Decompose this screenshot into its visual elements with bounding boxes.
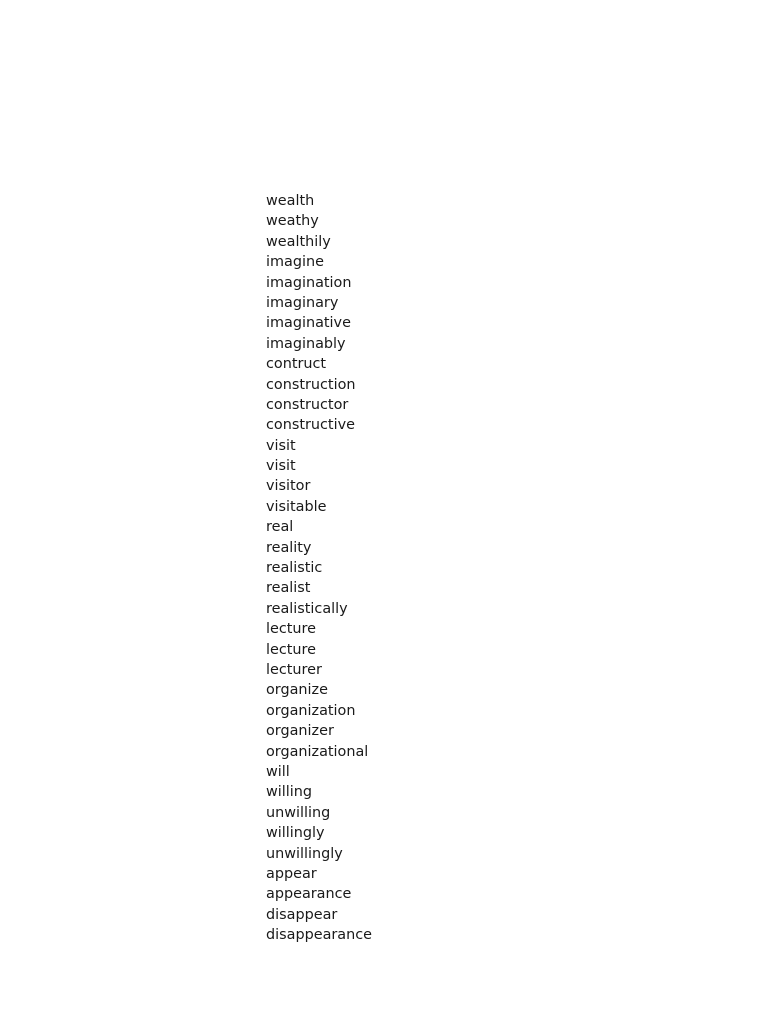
word-item: imaginary: [266, 294, 339, 311]
word-item: wealth: [266, 193, 315, 209]
word-item: real: [266, 519, 294, 536]
word-item: imaginably: [266, 335, 346, 352]
word-item: lecture: [266, 641, 316, 658]
word-item: disappearance: [266, 927, 373, 944]
word-item: organizer: [266, 723, 334, 740]
word-item: constructor: [266, 396, 349, 413]
word-item: visit: [266, 437, 296, 454]
word-item: organizational: [266, 743, 369, 760]
word-item: lecturer: [266, 661, 322, 678]
word-item: disappear: [266, 906, 338, 923]
word-item: unwillingly: [266, 845, 343, 862]
word-item: realistic: [266, 560, 323, 577]
word-item: will: [266, 763, 290, 780]
word-item: reality: [266, 539, 312, 556]
word-item: construction: [266, 376, 356, 393]
word-item: appear: [266, 865, 317, 882]
word-item: imagine: [266, 254, 324, 271]
word-item: organize: [266, 682, 328, 699]
word-item: constructive: [266, 417, 355, 434]
word-item: contruct: [266, 356, 327, 373]
word-item: visitable: [266, 498, 327, 515]
word-item: realist: [266, 580, 311, 597]
word-item: realistically: [266, 600, 348, 617]
word-item: willingly: [266, 825, 325, 842]
word-item: lecture: [266, 621, 316, 638]
word-item: organization: [266, 702, 356, 719]
word-item: visitor: [266, 478, 311, 495]
word-item: appearance: [266, 886, 352, 903]
word-item: unwilling: [266, 804, 331, 821]
word-item: wealthily: [266, 233, 331, 250]
word-item: weathy: [266, 213, 319, 230]
word-list: [266, 191, 372, 945]
word-item: willing: [266, 784, 313, 801]
word-item: visit: [266, 458, 296, 475]
word-item: imagination: [266, 274, 352, 291]
word-item: imaginative: [266, 315, 351, 332]
